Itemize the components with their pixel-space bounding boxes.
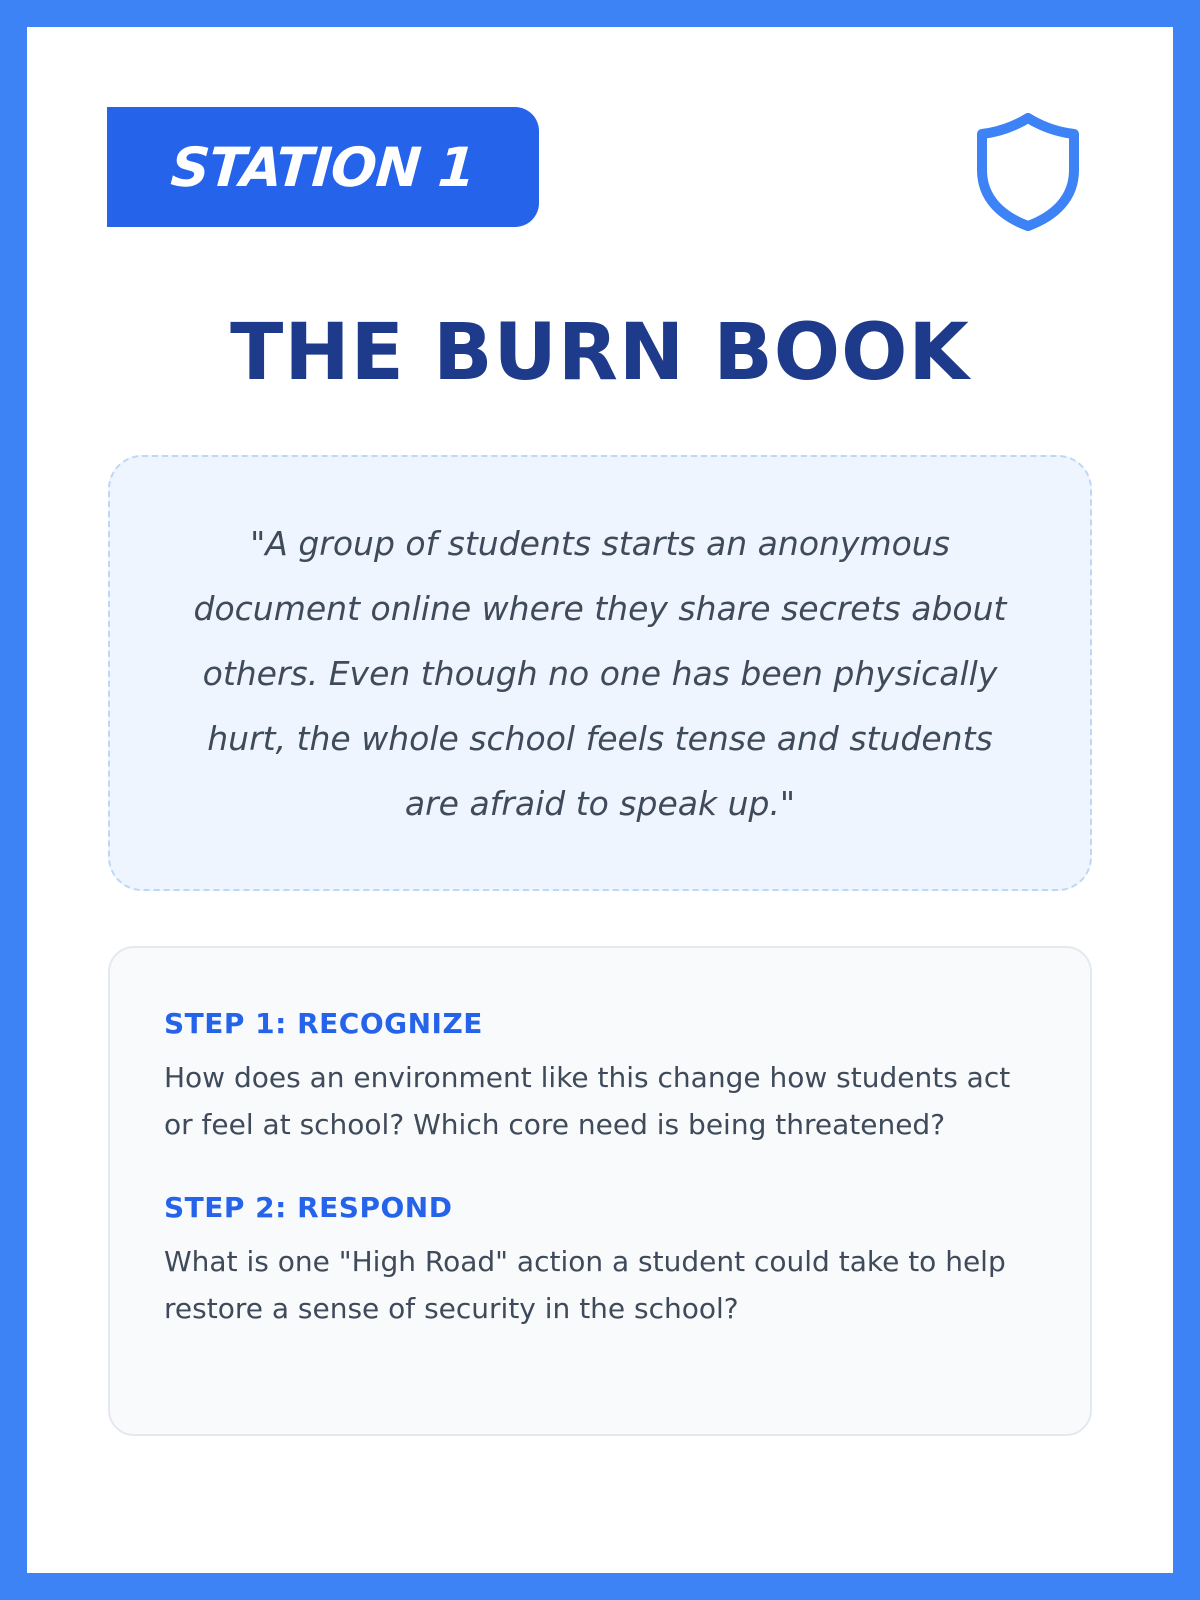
step-respond [164, 1190, 1036, 1332]
steps-panel [108, 946, 1092, 1436]
shield-icon [975, 110, 1081, 234]
page-title: THE BURN BOOK [230, 308, 970, 398]
station-badge [107, 107, 539, 227]
station-label: STATION 1 [169, 135, 477, 199]
step-1-heading: STEP 1: RECOGNIZE [164, 1007, 483, 1040]
step-recognize [164, 1006, 1036, 1148]
step-1-text: How does an environment like this change how students act or feel at school? Which core need is being threatened? [164, 1061, 1011, 1141]
scenario-box [108, 455, 1092, 891]
step-2-text: What is one "High Road" action a student could take to help restore a sense of security in the school? [164, 1245, 1006, 1325]
step-2-heading: STEP 2: RESPOND [164, 1191, 453, 1224]
scenario-quote: "A group of students starts an anonymous document online where they share secrets about others. Even though no one has been physically hurt, the whole school feels tense and students are afraid to speak up." [193, 523, 1007, 823]
